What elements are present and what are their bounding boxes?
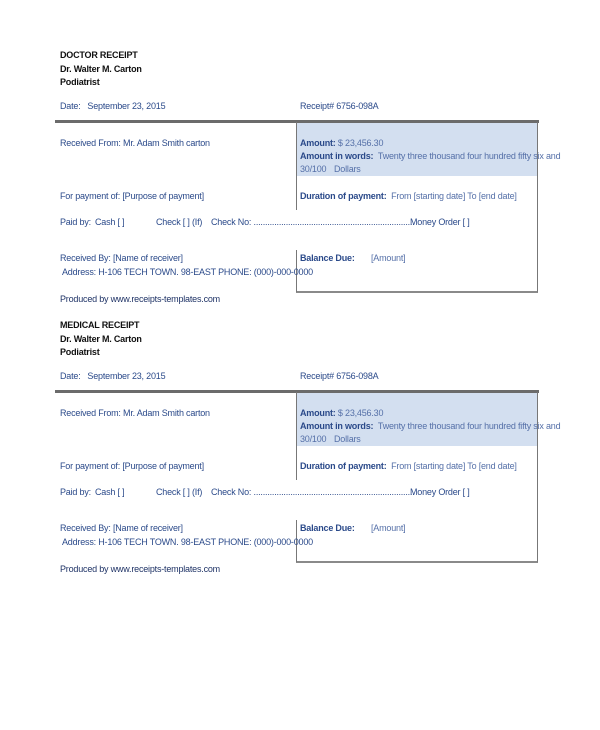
amount-words-value: Twenty three thousand four hundred fifty six and: [377, 151, 561, 161]
received-by: [60, 523, 183, 534]
cash-checkbox[interactable]: Cash [ ]: [95, 217, 125, 227]
received-from-label: Received From:: [60, 408, 121, 418]
duration-value: From [starting date] To [end date]: [391, 191, 517, 201]
doctor-specialty: Podiatrist: [60, 347, 100, 357]
check-checkbox[interactable]: Check [ ] (If): [156, 487, 203, 497]
balance-due-label: Balance Due:: [300, 523, 355, 533]
check-checkbox[interactable]: Check [ ] (If): [156, 217, 203, 227]
payment-purpose: [60, 191, 204, 202]
payment-purpose-label: For payment of:: [60, 191, 121, 201]
duration: [300, 191, 517, 202]
date-field: [60, 371, 165, 382]
received-from: [60, 138, 210, 149]
payment-purpose-value: [Purpose of payment]: [122, 191, 204, 201]
money-order-checkbox[interactable]: Money Order [ ]: [410, 217, 470, 227]
doctor-receipt: [0, 0, 600, 304]
amount-value: $ 23,456.30: [337, 138, 384, 148]
amount: [300, 408, 383, 419]
amount-words-label: Amount in words:: [300, 421, 374, 431]
check-number-field[interactable]: Check No: ......................................................................: [211, 217, 415, 227]
payment-purpose-value: [Purpose of payment]: [122, 461, 204, 471]
amount-value: $ 23,456.30: [337, 408, 384, 418]
received-from-value: Mr. Adam Smith carton: [123, 408, 210, 418]
amount-words-fraction: 30/100: [300, 164, 327, 174]
duration-value: From [starting date] To [end date]: [391, 461, 517, 471]
received-by-label: Received By:: [60, 253, 111, 263]
amount: [300, 138, 383, 149]
money-order-checkbox[interactable]: Money Order [ ]: [410, 487, 470, 497]
amount-words-currency: Dollars: [334, 164, 361, 174]
received-by-label: Received By:: [60, 523, 111, 533]
duration: [300, 461, 517, 472]
receipt-number: Receipt# 6756-098A: [300, 371, 379, 381]
received-from: [60, 408, 210, 419]
doctor-name: Dr. Walter M. Carton: [60, 334, 142, 344]
panel-divider: [296, 122, 297, 210]
received-by-value: [Name of receiver]: [112, 523, 183, 533]
payment-purpose-label: For payment of:: [60, 461, 121, 471]
amount-words-currency: Dollars: [334, 434, 361, 444]
date-value: September 23, 2015: [87, 101, 166, 111]
received-by: [60, 253, 183, 264]
check-number-field[interactable]: Check No: ......................................................................: [211, 487, 415, 497]
amount-words-value: Twenty three thousand four hundred fifty six and: [377, 421, 561, 431]
doctor-name: Dr. Walter M. Carton: [60, 64, 142, 74]
address: Address: H-106 TECH TOWN. 98-EAST PHONE: (000)-000-0000: [62, 537, 313, 547]
doctor-specialty: Podiatrist: [60, 77, 100, 87]
amount-label: Amount:: [300, 408, 336, 418]
payment-purpose: [60, 461, 204, 472]
paid-by-label: Paid by:: [60, 217, 91, 227]
date-field: [60, 101, 165, 112]
date-label: Date:: [60, 101, 81, 111]
produced-by: Produced by www.receipts-templates.com: [60, 294, 220, 304]
receipt-title: DOCTOR RECEIPT: [60, 50, 138, 60]
balance-due-label: Balance Due:: [300, 253, 355, 263]
medical-receipt: [0, 270, 600, 574]
amount-in-words: [300, 151, 560, 162]
balance-due-value: [Amount]: [371, 523, 406, 533]
receipt-title: MEDICAL RECEIPT: [60, 320, 140, 330]
duration-label: Duration of payment:: [300, 461, 387, 471]
cash-checkbox[interactable]: Cash [ ]: [95, 487, 125, 497]
duration-label: Duration of payment:: [300, 191, 387, 201]
amount-in-words: [300, 421, 560, 432]
received-from-label: Received From:: [60, 138, 121, 148]
received-by-value: [Name of receiver]: [112, 253, 183, 263]
address: Address: H-106 TECH TOWN. 98-EAST PHONE: (000)-000-0000: [62, 267, 313, 277]
amount-label: Amount:: [300, 138, 336, 148]
paid-by-label: Paid by:: [60, 487, 91, 497]
receipt-number: Receipt# 6756-098A: [300, 101, 379, 111]
amount-words-label: Amount in words:: [300, 151, 374, 161]
date-label: Date:: [60, 371, 81, 381]
date-value: September 23, 2015: [87, 371, 166, 381]
amount-words-fraction: 30/100: [300, 434, 327, 444]
balance-due-value: [Amount]: [371, 253, 406, 263]
panel-divider: [296, 392, 297, 480]
produced-by: Produced by www.receipts-templates.com: [60, 564, 220, 574]
received-from-value: Mr. Adam Smith carton: [123, 138, 210, 148]
